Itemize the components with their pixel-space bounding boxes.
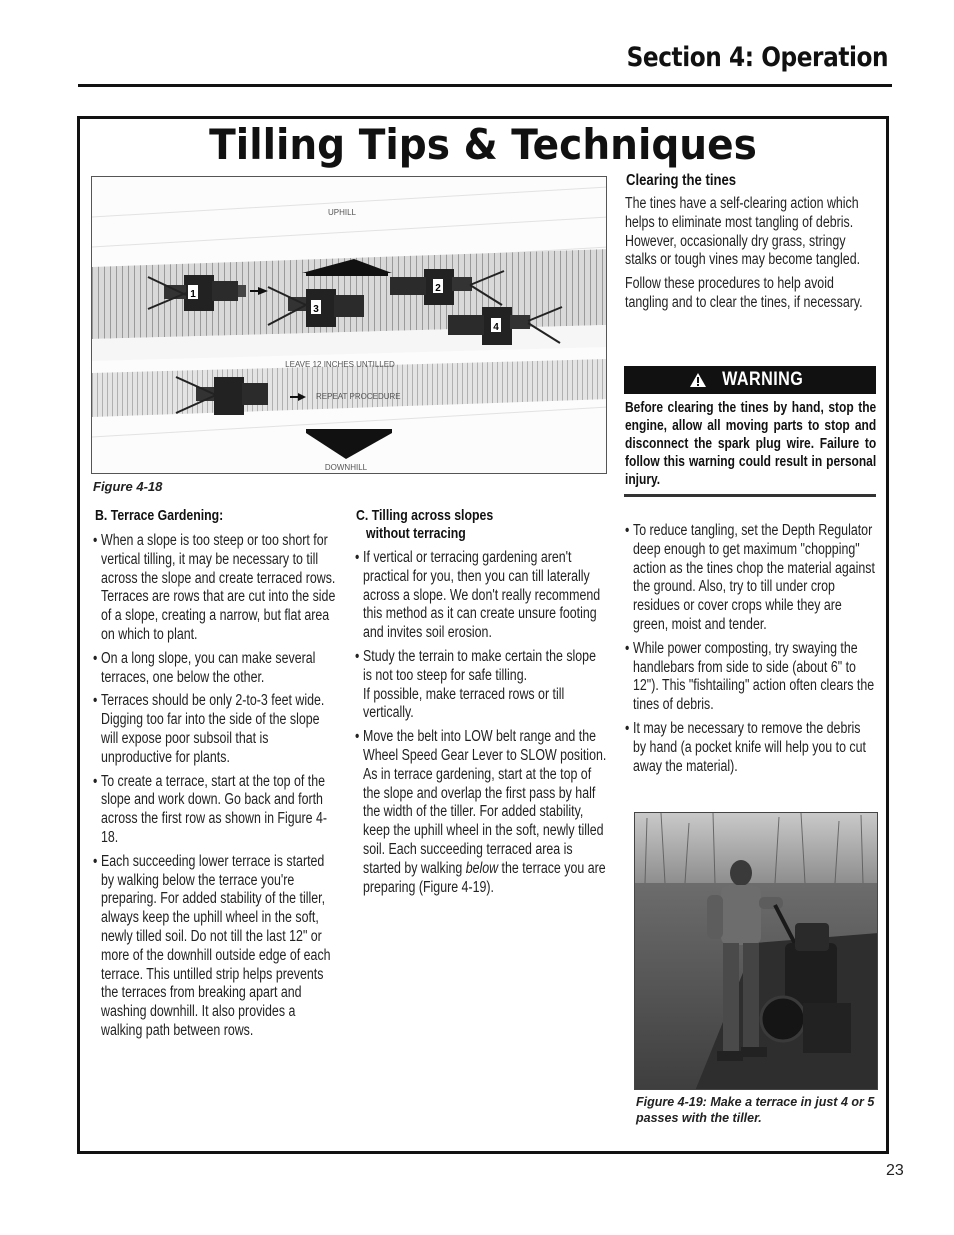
heading-terrace-gardening: B. Terrace Gardening: <box>95 507 224 524</box>
heading-clearing-tines: Clearing the tines <box>626 172 737 189</box>
list-item: • When a slope is too steep or too short for vertical tilling, it may be necessary to till across the slope and create terraced rows. Terraces are rows that are cut into the side of a slope, creating a narrow, but flat area on which to plant. <box>93 532 338 645</box>
list-item: • It may be necessary to remove the debris by hand (a pocket knife will help you to cut away the material). <box>625 720 876 776</box>
list-item: • Move the belt into LOW belt range and the Wheel Speed Gear Lever to SLOW position. As in terrace gardening, start at the top of the slope and overlap the first pass by half the width of the tiller. For added stability, keep the uphill wheel in the soft, newly tilled soil. Each succeeding terraced area is started by walking below the terrace you are preparing (Figure 4-19). <box>355 728 608 897</box>
warning-banner <box>624 366 876 394</box>
heading-tilling-across-slopes-2: without terracing <box>366 525 466 542</box>
right-column-bullets <box>625 522 939 781</box>
heading-tilling-across-slopes: C. Tilling across slopes <box>356 507 494 524</box>
right-column-intro <box>625 195 937 318</box>
middle-column <box>355 549 671 902</box>
figure-4-18-caption: Figure 4-18 <box>93 479 163 494</box>
downhill-label: DOWNHILL <box>324 463 368 472</box>
uphill-label: UPHILL <box>327 208 357 217</box>
page-title: Tilling Tips & Techniques <box>209 120 757 169</box>
list-item: • While power composting, try swaying the handlebars from side to side (about 6" to 12"). This "fishtailing" action often clears the tines of debris. <box>625 640 876 715</box>
left-column <box>93 532 399 1046</box>
list-item: • On a long slope, you can make several terraces, one below the other. <box>93 650 338 688</box>
downhill-arrow-icon <box>306 433 392 459</box>
list-item-continued: If possible, make terraced rows or till vertically. <box>363 685 565 722</box>
warning-label: WARNING <box>722 369 804 390</box>
svg-text:2: 2 <box>435 283 441 294</box>
page-number: 23 <box>886 1162 904 1179</box>
figure-4-18 <box>91 176 607 474</box>
leave-untilled-label: LEAVE 12 INCHES UNTILLED <box>285 360 395 369</box>
list-item: • If vertical or terracing gardening aren't practical for you, then you can till laterally across a slope. We don't really recommend this method as it can create unsure footing and invites soil erosion. <box>355 549 608 643</box>
tiller-operator-photo <box>635 813 878 1090</box>
paragraph: The tines have a self-clearing action which helps to eliminate most tangling of debris. However, occasionally dry grass, stringy stalks or tough vines may become tangled. <box>625 195 861 269</box>
paragraph: Follow these procedures to help avoid tangling and to clear the tines, if necessary. <box>625 275 863 311</box>
section-rule <box>78 84 892 87</box>
terrace-diagram <box>92 177 607 474</box>
list-item: • To create a terrace, start at the top of the slope and work down. Go back and forth across the first row as shown in Figure 4-18. <box>93 773 338 848</box>
list-item: • Terraces should be only 2-to-3 feet wide. Digging too far into the side of the slope will expose poor subsoil that is unproductive for plants. <box>93 692 338 767</box>
list-item: • Each succeeding lower terrace is started by walking below the terrace you're preparing. For added stability of the tiller, always keep the uphill wheel in the soft, newly tilled soil. Do not till the last 12" or more of the downhill outside edge of each terrace. This untilled strip helps prevents the terraces from breaking apart and washing downhill. It also provides a walking path between rows. <box>93 853 338 1041</box>
svg-text:3: 3 <box>313 304 319 315</box>
figure-4-19-caption: Figure 4-19: Make a terrace in just 4 or 5 passes with the tiller. <box>636 1095 875 1125</box>
section-title: Section 4: Operation <box>626 42 888 73</box>
repeat-procedure-label: REPEAT PROCEDURE <box>316 392 401 401</box>
figure-4-19-photo <box>634 812 878 1090</box>
svg-text:1: 1 <box>190 289 196 300</box>
warning-rule <box>624 494 876 497</box>
list-item: • To reduce tangling, set the Depth Regulator deep enough to get maximum "chopping" action as the tines chop the material against the ground. Also, try to till under crop residues or cover crops while they are green, moist and tender. <box>625 522 876 635</box>
svg-text:4: 4 <box>493 322 499 333</box>
warning-text: Before clearing the tines by hand, stop the engine, allow all moving parts to stop and disconnect the spark plug wire. Failure to follow this warning could result in personal injury. <box>625 399 877 488</box>
list-item: • Study the terrain to make certain the slope is not too steep for safe tilling. <box>355 648 608 686</box>
warning-triangle-icon <box>689 372 707 388</box>
